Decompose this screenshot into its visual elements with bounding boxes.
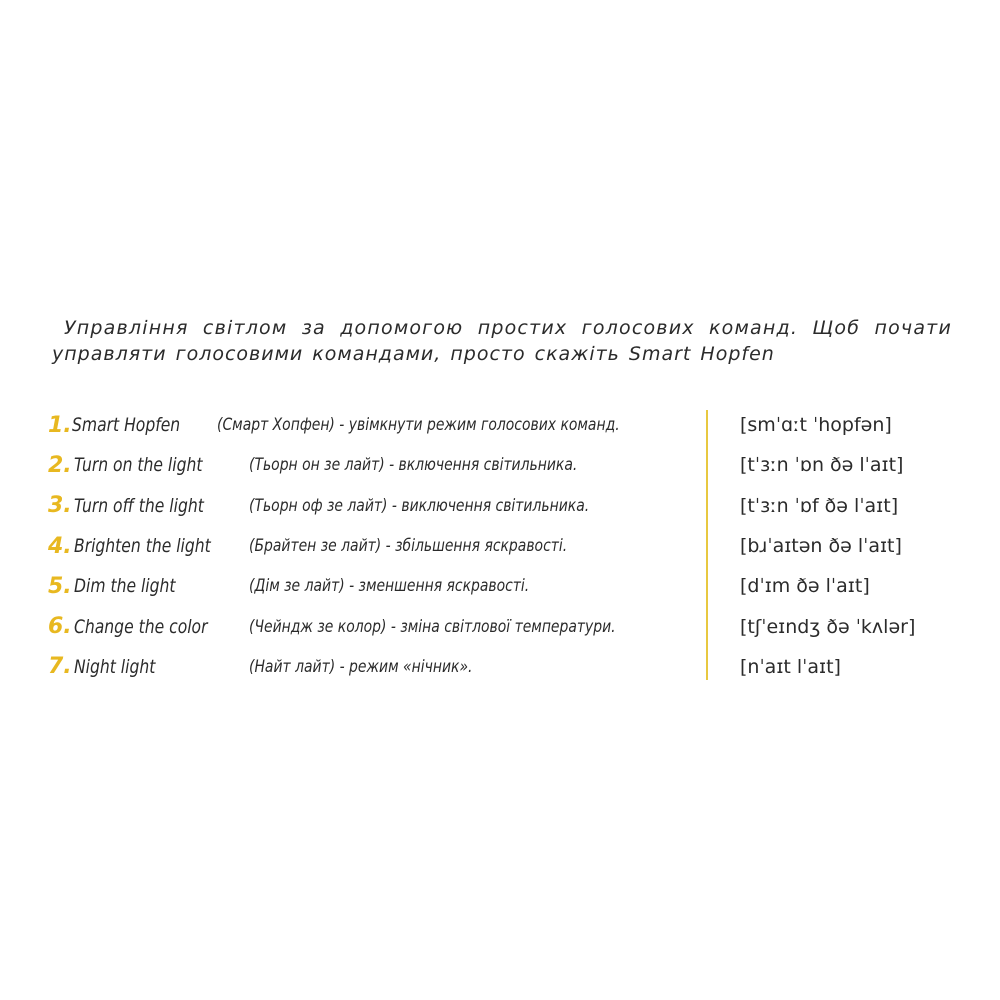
command-text: Dim the light bbox=[74, 575, 176, 598]
command-row-5 bbox=[48, 566, 708, 606]
phonetic-1: [smˈɑːt ˈhopfən] bbox=[740, 414, 892, 437]
command-description: (Чейндж зе колор) - зміна світлової температури. bbox=[249, 616, 616, 637]
phonetic-6: [tʃˈeɪndʒ ðə ˈkʌlər] bbox=[740, 615, 916, 638]
command-number: 4. bbox=[48, 533, 72, 559]
command-text: Night light bbox=[74, 655, 156, 678]
intro-line-2: управляти голосовими командами, просто скажіть Smart Hopfen bbox=[52, 343, 775, 365]
phonetic-transcriptions bbox=[740, 405, 980, 687]
voice-commands-list bbox=[48, 405, 708, 687]
intro-text bbox=[52, 315, 952, 367]
command-number: 7. bbox=[48, 654, 72, 680]
command-number: 1. bbox=[48, 412, 72, 438]
command-row-3 bbox=[48, 486, 708, 526]
command-text: Turn off the light bbox=[74, 494, 204, 517]
command-number: 6. bbox=[48, 614, 72, 640]
phonetic-7: [nˈaɪt lˈaɪt] bbox=[740, 655, 841, 678]
command-description: (Дім зе лайт) - зменшення яскравості. bbox=[249, 576, 530, 597]
command-description: (Тьорн оф зе лайт) - виключення світильника. bbox=[249, 495, 590, 516]
intro-line-1: Управління світлом за допомогою простих голосових команд. Щоб почати bbox=[64, 317, 952, 339]
command-row-1 bbox=[48, 405, 708, 445]
command-text: Turn on the light bbox=[74, 454, 203, 477]
command-text: Change the color bbox=[74, 615, 208, 638]
command-number: 3. bbox=[48, 493, 72, 519]
command-description: (Найт лайт) - режим «нічник». bbox=[249, 656, 473, 677]
command-row-6 bbox=[48, 606, 708, 646]
command-row-7 bbox=[48, 647, 708, 687]
command-number: 5. bbox=[48, 573, 72, 599]
command-number: 2. bbox=[48, 452, 72, 478]
phonetic-4: [bɹˈaɪtən ðə lˈaɪt] bbox=[740, 535, 902, 558]
command-row-4 bbox=[48, 526, 708, 566]
command-row-2 bbox=[48, 445, 708, 485]
phonetic-5: [dˈɪm ðə lˈaɪt] bbox=[740, 575, 870, 598]
command-text: Smart Hopfen bbox=[71, 414, 180, 437]
command-description: (Брайтен зе лайт) - збільшення яскравості. bbox=[249, 536, 568, 557]
phonetic-3: [tˈɜːn ˈɒf ðə lˈaɪt] bbox=[740, 494, 899, 517]
command-description: (Тьорн он зе лайт) - включення світильника. bbox=[249, 455, 578, 476]
command-text: Brighten the light bbox=[74, 535, 211, 558]
phonetic-2: [tˈɜːn ˈɒn ðə lˈaɪt] bbox=[740, 454, 904, 477]
vertical-divider bbox=[706, 410, 708, 680]
command-description: (Смарт Хопфен) - увімкнути режим голосових команд. bbox=[216, 415, 620, 436]
